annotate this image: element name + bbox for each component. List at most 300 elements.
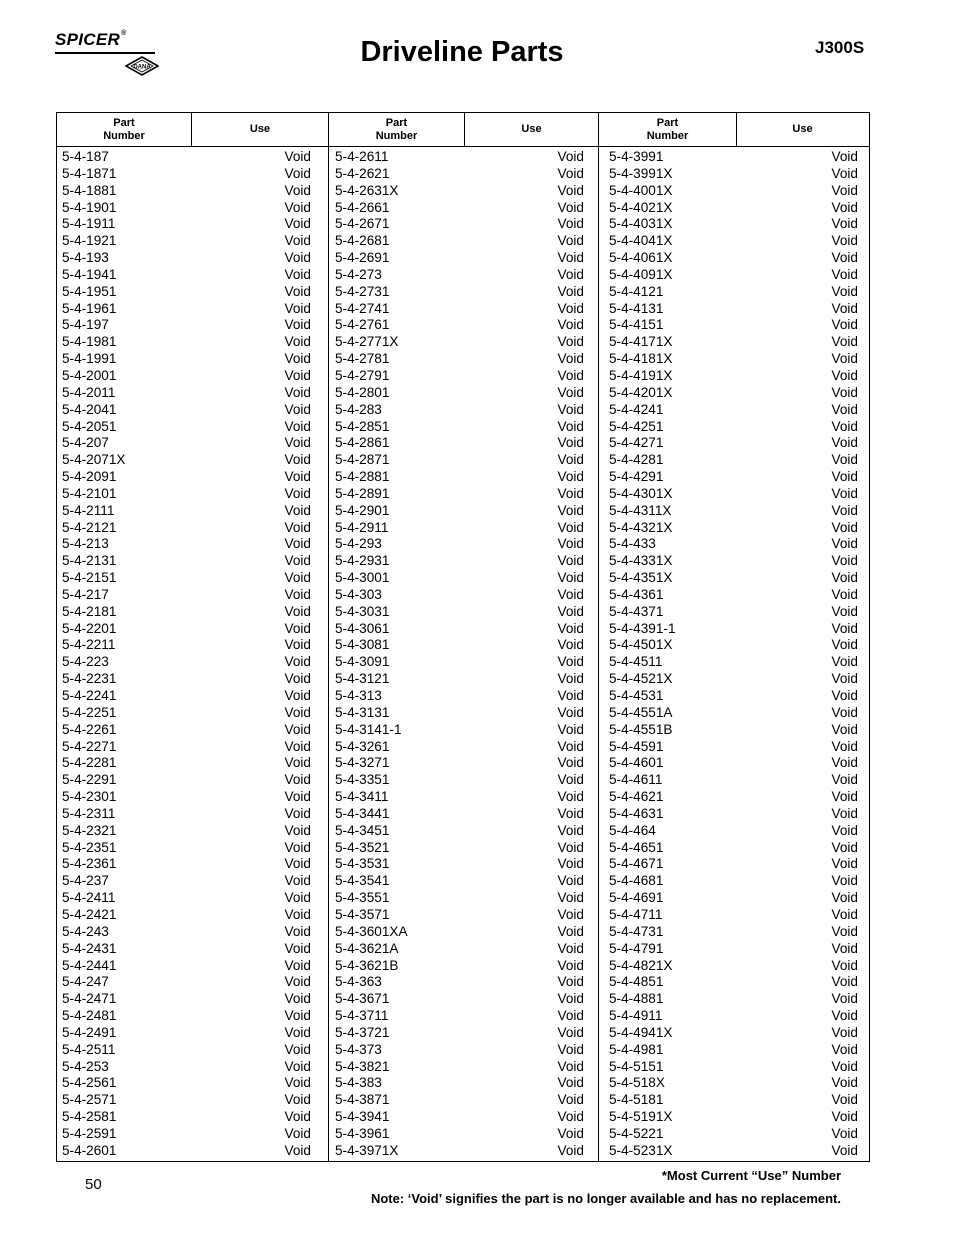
use-cell: Void — [284, 435, 311, 451]
table-row — [609, 1075, 858, 1092]
use-cell: Void — [284, 452, 311, 468]
use-cell: Void — [557, 654, 584, 670]
use-cell: Void — [557, 216, 584, 232]
use-cell: Void — [557, 906, 584, 922]
part-number-cell: 5-4-3081 — [335, 637, 390, 653]
table-row — [335, 772, 584, 789]
table-row — [335, 722, 584, 739]
part-number-cell: 5-4-4591 — [609, 738, 664, 754]
use-cell: Void — [831, 300, 858, 316]
use-cell: Void — [557, 1041, 584, 1057]
part-number-cell: 5-4-3971X — [335, 1142, 399, 1158]
table-row — [609, 705, 858, 722]
use-cell: Void — [557, 485, 584, 501]
use-cell: Void — [831, 991, 858, 1007]
use-cell: Void — [831, 822, 858, 838]
use-cell: Void — [284, 250, 311, 266]
part-number-cell: 5-4-3961 — [335, 1125, 390, 1141]
part-number-cell: 5-4-3541 — [335, 873, 390, 889]
table-row — [335, 1075, 584, 1092]
part-number-cell: 5-4-4361 — [609, 586, 664, 602]
use-cell: Void — [284, 401, 311, 417]
table-row — [335, 1092, 584, 1109]
part-number-cell: 5-4-3991 — [609, 149, 664, 164]
part-number-cell: 5-4-3871 — [335, 1092, 390, 1108]
table-row — [62, 334, 311, 351]
table-row — [62, 200, 311, 217]
table-row — [609, 284, 858, 301]
part-number-cell: 5-4-2011 — [62, 384, 116, 400]
table-row — [609, 1143, 858, 1160]
use-cell: Void — [284, 603, 311, 619]
column-divider — [598, 113, 599, 1161]
use-cell: Void — [831, 502, 858, 518]
table-row — [609, 755, 858, 772]
table-row — [609, 149, 858, 166]
part-number-cell: 5-4-4631 — [609, 805, 664, 821]
use-cell: Void — [284, 1075, 311, 1091]
table-row — [609, 233, 858, 250]
table-row — [335, 166, 584, 183]
table-row — [62, 520, 311, 537]
part-number-cell: 5-4-3941 — [335, 1109, 390, 1125]
use-cell: Void — [557, 1125, 584, 1141]
part-number-cell: 5-4-2481 — [62, 1008, 117, 1024]
table-row — [609, 166, 858, 183]
part-number-cell: 5-4-4281 — [609, 452, 664, 468]
use-cell: Void — [831, 1142, 858, 1158]
part-number-cell: 5-4-2861 — [335, 435, 390, 451]
use-cell: Void — [284, 317, 311, 333]
table-row — [335, 368, 584, 385]
part-number-cell: 5-4-1881 — [62, 182, 117, 198]
table-row — [62, 385, 311, 402]
use-cell: Void — [831, 721, 858, 737]
table-row — [62, 317, 311, 334]
part-number-cell: 5-4-4551B — [609, 721, 673, 737]
part-number-cell: 5-4-5221 — [609, 1125, 664, 1141]
use-cell: Void — [284, 721, 311, 737]
use-cell: Void — [557, 822, 584, 838]
part-number-cell: 5-4-1961 — [62, 300, 117, 316]
part-number-cell: 5-4-3991X — [609, 165, 673, 181]
table-row — [335, 856, 584, 873]
part-number-cell: 5-4-4601 — [609, 755, 664, 771]
part-number-cell: 5-4-4021X — [609, 199, 673, 215]
part-number-cell: 5-4-283 — [335, 401, 382, 417]
use-cell: Void — [284, 586, 311, 602]
table-row — [335, 1143, 584, 1160]
use-cell: Void — [831, 1008, 858, 1024]
table-row — [335, 890, 584, 907]
use-cell: Void — [284, 283, 311, 299]
table-row — [335, 637, 584, 654]
table-row — [609, 536, 858, 553]
part-number-cell: 5-4-247 — [62, 974, 109, 990]
table-row — [335, 806, 584, 823]
use-cell: Void — [831, 1092, 858, 1108]
part-number-cell: 5-4-4171X — [609, 334, 673, 350]
use-cell: Void — [284, 1008, 311, 1024]
use-cell: Void — [557, 519, 584, 535]
table-row — [335, 958, 584, 975]
use-cell: Void — [557, 570, 584, 586]
use-cell: Void — [557, 469, 584, 485]
part-number-cell: 5-4-4521X — [609, 671, 673, 687]
part-number-cell: 5-4-2051 — [62, 418, 117, 434]
use-cell: Void — [284, 991, 311, 1007]
use-cell: Void — [284, 822, 311, 838]
part-number-cell: 5-4-3031 — [335, 603, 390, 619]
table-row — [62, 250, 311, 267]
part-number-cell: 5-4-193 — [62, 250, 109, 266]
table-row — [609, 317, 858, 334]
use-cell: Void — [557, 536, 584, 552]
table-row — [609, 250, 858, 267]
use-cell: Void — [284, 233, 311, 249]
part-number-cell: 5-4-4851 — [609, 974, 664, 990]
header-divider — [191, 113, 192, 146]
table-row — [335, 402, 584, 419]
table-row — [62, 587, 311, 604]
part-number-cell: 5-4-2931 — [335, 553, 390, 569]
part-number-cell: 5-4-3571 — [335, 906, 390, 922]
table-row — [335, 1059, 584, 1076]
part-number-cell: 5-4-3411 — [335, 789, 389, 805]
use-cell: Void — [557, 435, 584, 451]
table-row — [335, 688, 584, 705]
table-row — [335, 435, 584, 452]
use-cell: Void — [284, 570, 311, 586]
table-row — [609, 840, 858, 857]
part-number-cell: 5-4-2211 — [62, 637, 116, 653]
use-cell: Void — [284, 300, 311, 316]
use-cell: Void — [557, 637, 584, 653]
header-use: Use — [792, 123, 813, 135]
part-number-cell: 5-4-363 — [335, 974, 382, 990]
table-row — [62, 823, 311, 840]
use-cell: Void — [284, 182, 311, 198]
use-cell: Void — [831, 536, 858, 552]
part-number-cell: 5-4-2511 — [62, 1041, 116, 1057]
use-cell: Void — [831, 805, 858, 821]
page-number: 50 — [85, 1176, 102, 1193]
use-cell: Void — [557, 704, 584, 720]
table-row — [609, 435, 858, 452]
table-row — [62, 924, 311, 941]
use-cell: Void — [831, 418, 858, 434]
part-number-cell: 5-4-4651 — [609, 839, 664, 855]
use-cell: Void — [284, 351, 311, 367]
part-number-cell: 5-4-3721 — [335, 1024, 390, 1040]
column-divider — [328, 113, 329, 1161]
use-cell: Void — [831, 906, 858, 922]
use-cell: Void — [557, 688, 584, 703]
use-cell: Void — [831, 250, 858, 266]
part-number-cell: 5-4-4001X — [609, 182, 673, 198]
use-cell: Void — [831, 570, 858, 586]
parts-table — [56, 112, 870, 1162]
table-row — [62, 755, 311, 772]
use-cell: Void — [557, 923, 584, 939]
use-cell: Void — [557, 839, 584, 855]
part-number-cell: 5-4-3131 — [335, 704, 390, 720]
use-cell: Void — [831, 873, 858, 889]
use-cell: Void — [557, 890, 584, 906]
use-cell: Void — [284, 620, 311, 636]
use-cell: Void — [284, 957, 311, 973]
table-row — [609, 890, 858, 907]
part-number-cell: 5-4-2361 — [62, 856, 117, 872]
part-number-cell: 5-4-3621B — [335, 957, 399, 973]
table-row — [609, 941, 858, 958]
part-number-cell: 5-4-2881 — [335, 469, 390, 485]
part-number-cell: 5-4-2761 — [335, 317, 390, 333]
use-cell: Void — [831, 755, 858, 771]
use-cell: Void — [831, 401, 858, 417]
table-row — [609, 924, 858, 941]
use-cell: Void — [284, 856, 311, 872]
table-row — [335, 1109, 584, 1126]
use-cell: Void — [557, 603, 584, 619]
part-number-cell: 5-4-2291 — [62, 772, 117, 788]
part-number-cell: 5-4-197 — [62, 317, 109, 333]
part-number-cell: 5-4-4911 — [609, 1008, 663, 1024]
table-row — [62, 1008, 311, 1025]
part-number-cell: 5-4-2281 — [62, 755, 117, 771]
use-cell: Void — [284, 923, 311, 939]
use-cell: Void — [557, 233, 584, 249]
table-row — [335, 233, 584, 250]
table-row — [62, 1143, 311, 1160]
use-cell: Void — [831, 603, 858, 619]
use-cell: Void — [284, 367, 311, 383]
part-number-cell: 5-4-3521 — [335, 839, 390, 855]
part-number-cell: 5-4-5151 — [609, 1058, 664, 1074]
table-row — [609, 856, 858, 873]
use-cell: Void — [284, 873, 311, 889]
table-row — [335, 823, 584, 840]
table-header — [57, 113, 869, 147]
use-cell: Void — [557, 266, 584, 282]
use-cell: Void — [557, 502, 584, 518]
table-row — [335, 604, 584, 621]
part-number-cell: 5-4-1921 — [62, 233, 117, 249]
use-cell: Void — [284, 688, 311, 703]
table-row — [62, 1042, 311, 1059]
part-number-cell: 5-4-4121 — [609, 283, 664, 299]
part-number-cell: 5-4-2001 — [62, 367, 117, 383]
use-cell: Void — [557, 856, 584, 872]
table-row — [609, 200, 858, 217]
use-cell: Void — [284, 485, 311, 501]
table-row — [609, 216, 858, 233]
use-cell: Void — [831, 957, 858, 973]
use-cell: Void — [284, 974, 311, 990]
table-row — [335, 149, 584, 166]
part-number-cell: 5-4-2781 — [335, 351, 390, 367]
use-cell: Void — [831, 233, 858, 249]
table-row — [62, 806, 311, 823]
part-number-cell: 5-4-4531 — [609, 688, 664, 703]
part-number-cell: 5-4-2851 — [335, 418, 390, 434]
table-row — [335, 334, 584, 351]
use-cell: Void — [284, 890, 311, 906]
table-row — [335, 621, 584, 638]
part-number-cell: 5-4-2071X — [62, 452, 126, 468]
table-row — [609, 368, 858, 385]
use-cell: Void — [557, 367, 584, 383]
table-row — [62, 840, 311, 857]
table-row — [609, 1008, 858, 1025]
part-number-cell: 5-4-4501X — [609, 637, 673, 653]
part-number-cell: 5-4-2241 — [62, 688, 117, 703]
use-cell: Void — [831, 654, 858, 670]
table-row — [62, 772, 311, 789]
part-number-cell: 5-4-2151 — [62, 570, 117, 586]
table-row — [62, 637, 311, 654]
table-row — [609, 991, 858, 1008]
part-number-cell: 5-4-3621A — [335, 940, 399, 956]
part-number-cell: 5-4-2671 — [335, 216, 390, 232]
part-number-cell: 5-4-3261 — [335, 738, 390, 754]
table-row — [62, 1025, 311, 1042]
table-row — [62, 890, 311, 907]
use-cell: Void — [557, 317, 584, 333]
use-cell: Void — [831, 637, 858, 653]
part-number-cell: 5-4-2271 — [62, 738, 117, 754]
part-number-cell: 5-4-2771X — [335, 334, 399, 350]
part-number-cell: 5-4-1911 — [62, 216, 116, 232]
table-row — [335, 351, 584, 368]
use-cell: Void — [831, 940, 858, 956]
part-number-cell: 5-4-3001 — [335, 570, 390, 586]
table-row — [335, 873, 584, 890]
part-number-cell: 5-4-2131 — [62, 553, 117, 569]
part-number-cell: 5-4-3271 — [335, 755, 390, 771]
header-use: Use — [249, 123, 271, 135]
table-row — [62, 654, 311, 671]
use-cell: Void — [284, 216, 311, 232]
part-number-cell: 5-4-207 — [62, 435, 109, 451]
table-row — [335, 1126, 584, 1143]
use-cell: Void — [284, 199, 311, 215]
table-row — [62, 368, 311, 385]
part-number-cell: 5-4-2801 — [335, 384, 390, 400]
use-cell: Void — [284, 165, 311, 181]
table-row — [335, 385, 584, 402]
header-part-number: Part Number — [103, 116, 145, 142]
use-cell: Void — [284, 654, 311, 670]
part-number-cell: 5-4-2121 — [62, 519, 117, 535]
part-number-cell: 5-4-3601XA — [335, 923, 408, 939]
use-cell: Void — [831, 1041, 858, 1057]
use-cell: Void — [831, 1058, 858, 1074]
table-row — [609, 402, 858, 419]
use-cell: Void — [557, 671, 584, 687]
part-number-cell: 5-4-1951 — [62, 283, 117, 299]
use-cell: Void — [557, 1109, 584, 1125]
use-cell: Void — [284, 789, 311, 805]
table-row — [62, 166, 311, 183]
table-row — [335, 284, 584, 301]
header-divider — [464, 113, 465, 146]
table-row — [335, 840, 584, 857]
part-number-cell: 5-4-4881 — [609, 991, 664, 1007]
table-row — [609, 604, 858, 621]
part-number-cell: 5-4-313 — [335, 688, 382, 703]
part-number-cell: 5-4-2181 — [62, 603, 117, 619]
part-number-cell: 5-4-3351 — [335, 772, 390, 788]
part-number-cell: 5-4-2421 — [62, 906, 117, 922]
part-number-cell: 5-4-4151 — [609, 317, 664, 333]
part-number-cell: 5-4-4981 — [609, 1041, 664, 1057]
table-row — [62, 941, 311, 958]
model-code: J300S — [815, 38, 865, 57]
use-cell: Void — [284, 839, 311, 855]
use-cell: Void — [557, 1075, 584, 1091]
part-number-cell: 5-4-5191X — [609, 1109, 673, 1125]
table-row — [609, 621, 858, 638]
part-number-cell: 5-4-3141-1 — [335, 721, 402, 737]
use-cell: Void — [831, 384, 858, 400]
part-number-cell: 5-4-2791 — [335, 367, 390, 383]
use-cell: Void — [557, 553, 584, 569]
table-row — [609, 1109, 858, 1126]
use-cell: Void — [557, 199, 584, 215]
table-row — [62, 705, 311, 722]
use-cell: Void — [831, 839, 858, 855]
use-cell: Void — [557, 586, 584, 602]
part-number-cell: 5-4-2691 — [335, 250, 390, 266]
table-row — [609, 183, 858, 200]
table-row — [62, 233, 311, 250]
use-cell: Void — [831, 1109, 858, 1125]
use-cell: Void — [831, 334, 858, 350]
use-cell: Void — [831, 620, 858, 636]
part-number-cell: 5-4-4611 — [609, 772, 663, 788]
part-number-cell: 5-4-2901 — [335, 502, 390, 518]
table-row — [62, 486, 311, 503]
use-cell: Void — [284, 418, 311, 434]
table-row — [335, 419, 584, 436]
table-row — [62, 907, 311, 924]
use-cell: Void — [831, 856, 858, 872]
part-number-cell: 5-4-2911 — [335, 519, 389, 535]
part-number-cell: 5-4-2681 — [335, 233, 390, 249]
use-cell: Void — [284, 671, 311, 687]
void-note: Note: ‘Void’ signifies the part is no longer available and has no replacement. — [370, 1191, 841, 1206]
use-cell: Void — [284, 1109, 311, 1125]
table-row — [335, 452, 584, 469]
table-row — [335, 536, 584, 553]
part-number-cell: 5-4-303 — [335, 586, 382, 602]
part-number-cell: 5-4-2741 — [335, 300, 390, 316]
part-number-cell: 5-4-518X — [609, 1075, 665, 1091]
part-number-cell: 5-4-2111 — [62, 502, 115, 518]
part-number-cell: 5-4-2311 — [62, 805, 116, 821]
part-number-cell: 5-4-1871 — [62, 165, 117, 181]
use-cell: Void — [557, 1142, 584, 1158]
use-cell: Void — [557, 873, 584, 889]
use-cell: Void — [557, 805, 584, 821]
part-number-cell: 5-4-4241 — [609, 401, 664, 417]
table-row — [609, 570, 858, 587]
use-cell: Void — [831, 317, 858, 333]
use-cell: Void — [557, 384, 584, 400]
part-number-cell: 5-4-3441 — [335, 805, 390, 821]
table-row — [335, 671, 584, 688]
